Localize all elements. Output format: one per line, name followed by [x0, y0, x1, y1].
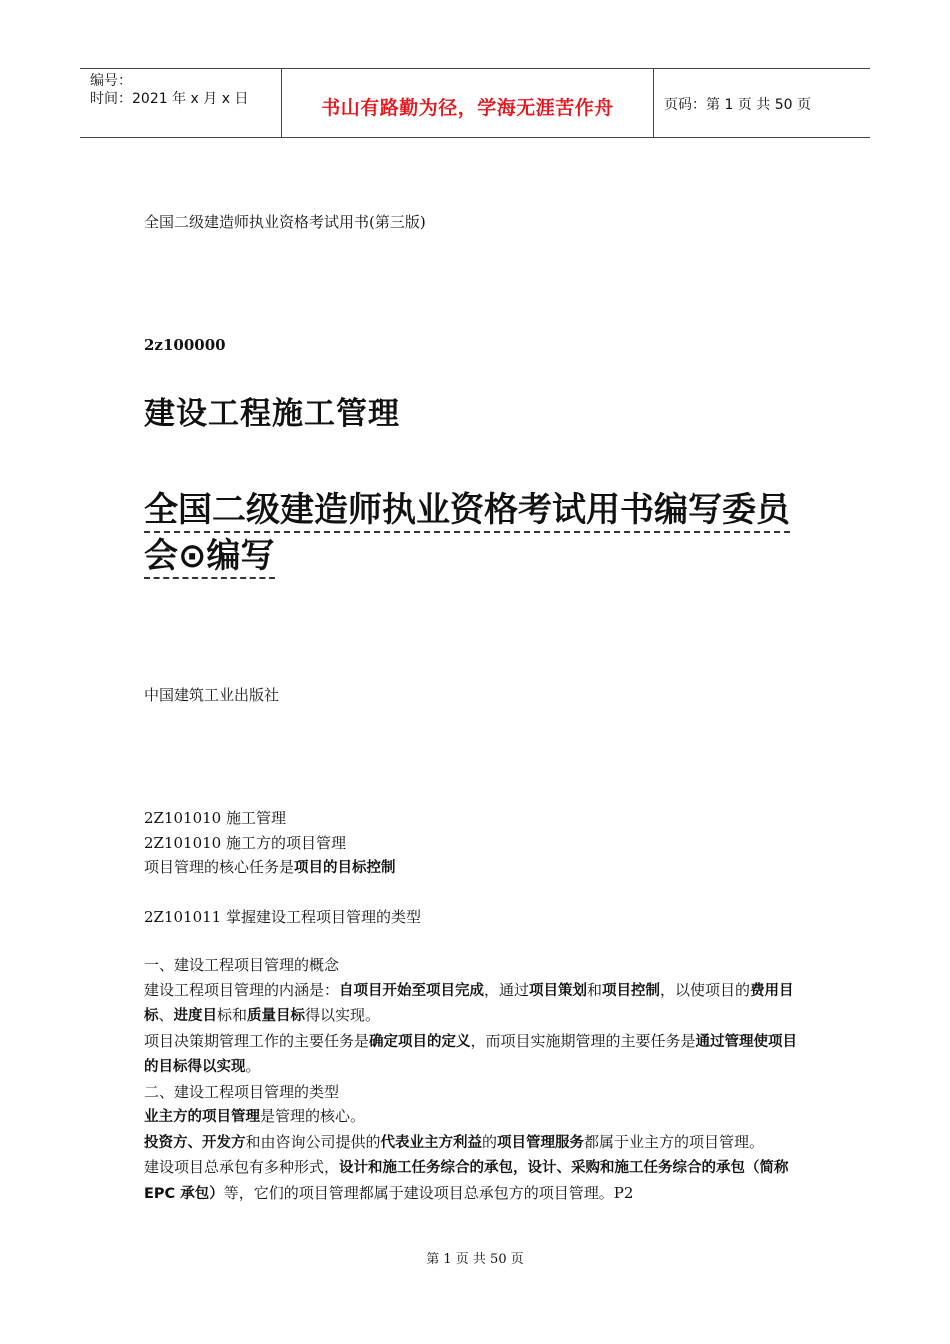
- content-body: [144, 806, 808, 1206]
- section-line: 2Z101010 施工管理: [144, 809, 286, 827]
- publisher: 中国建筑工业出版社: [144, 686, 280, 704]
- section-line: 2Z101011 掌握建设工程项目管理的类型: [144, 907, 421, 926]
- page-footer: 第 1 页 共 50 页: [426, 1252, 524, 1267]
- spacer: [144, 881, 808, 905]
- main-title: 建设工程施工管理: [144, 396, 400, 432]
- paragraph: 业主方的项目管理是管理的核心。: [144, 1107, 366, 1125]
- subsection-heading: 二、建设工程项目管理的类型: [144, 1082, 340, 1101]
- header-meta-cell: [80, 69, 282, 137]
- header-page-cell: [654, 69, 870, 137]
- page-info: 页码：第 1 页 共 50 页: [664, 97, 811, 113]
- spacer: [144, 929, 808, 953]
- editor-line: [144, 487, 814, 579]
- paragraph: 建设项目总承包有多种形式，设计和施工任务综合的承包，设计、采购和施工任务综合的承包（简称 EPC 承包）等，它们的项目管理都属于建设项目总承包方的项目管理。P2: [144, 1158, 789, 1202]
- subsection-heading: 一、建设工程项目管理的概念: [144, 956, 340, 974]
- motto: 书山有路勤为径，学海无涯苦作舟: [321, 97, 614, 119]
- time-label: 时间：2021 年 x 月 x 日: [90, 91, 249, 107]
- section-line: 2Z101010 施工方的项目管理: [144, 833, 346, 852]
- editor-line-text: 全国二级建造师执业资格考试用书编写委员会⊙编写: [144, 490, 790, 579]
- number-label: 编号：: [90, 73, 132, 89]
- header-table: [80, 68, 870, 138]
- book-title: 全国二级建造师执业资格考试用书(第三版): [144, 213, 426, 231]
- core-task-line: 项目管理的核心任务是项目的目标控制: [144, 858, 396, 876]
- paragraph: 投资方、开发方和由咨询公司提供的代表业主方利益的项目管理服务都属于业主方的项目管理。: [144, 1132, 765, 1151]
- book-code: 2z100000: [144, 336, 226, 354]
- paragraph: 建设工程项目管理的内涵是：自项目开始至项目完成，通过项目策划和项目控制，以使项目的费用目标、进度目标和质量目标得以实现。: [144, 980, 794, 1024]
- header-motto-cell: [282, 69, 654, 137]
- paragraph: 项目决策期管理工作的主要任务是确定项目的定义，而项目实施期管理的主要任务是通过管理使项目的目标得以实现。: [144, 1031, 798, 1075]
